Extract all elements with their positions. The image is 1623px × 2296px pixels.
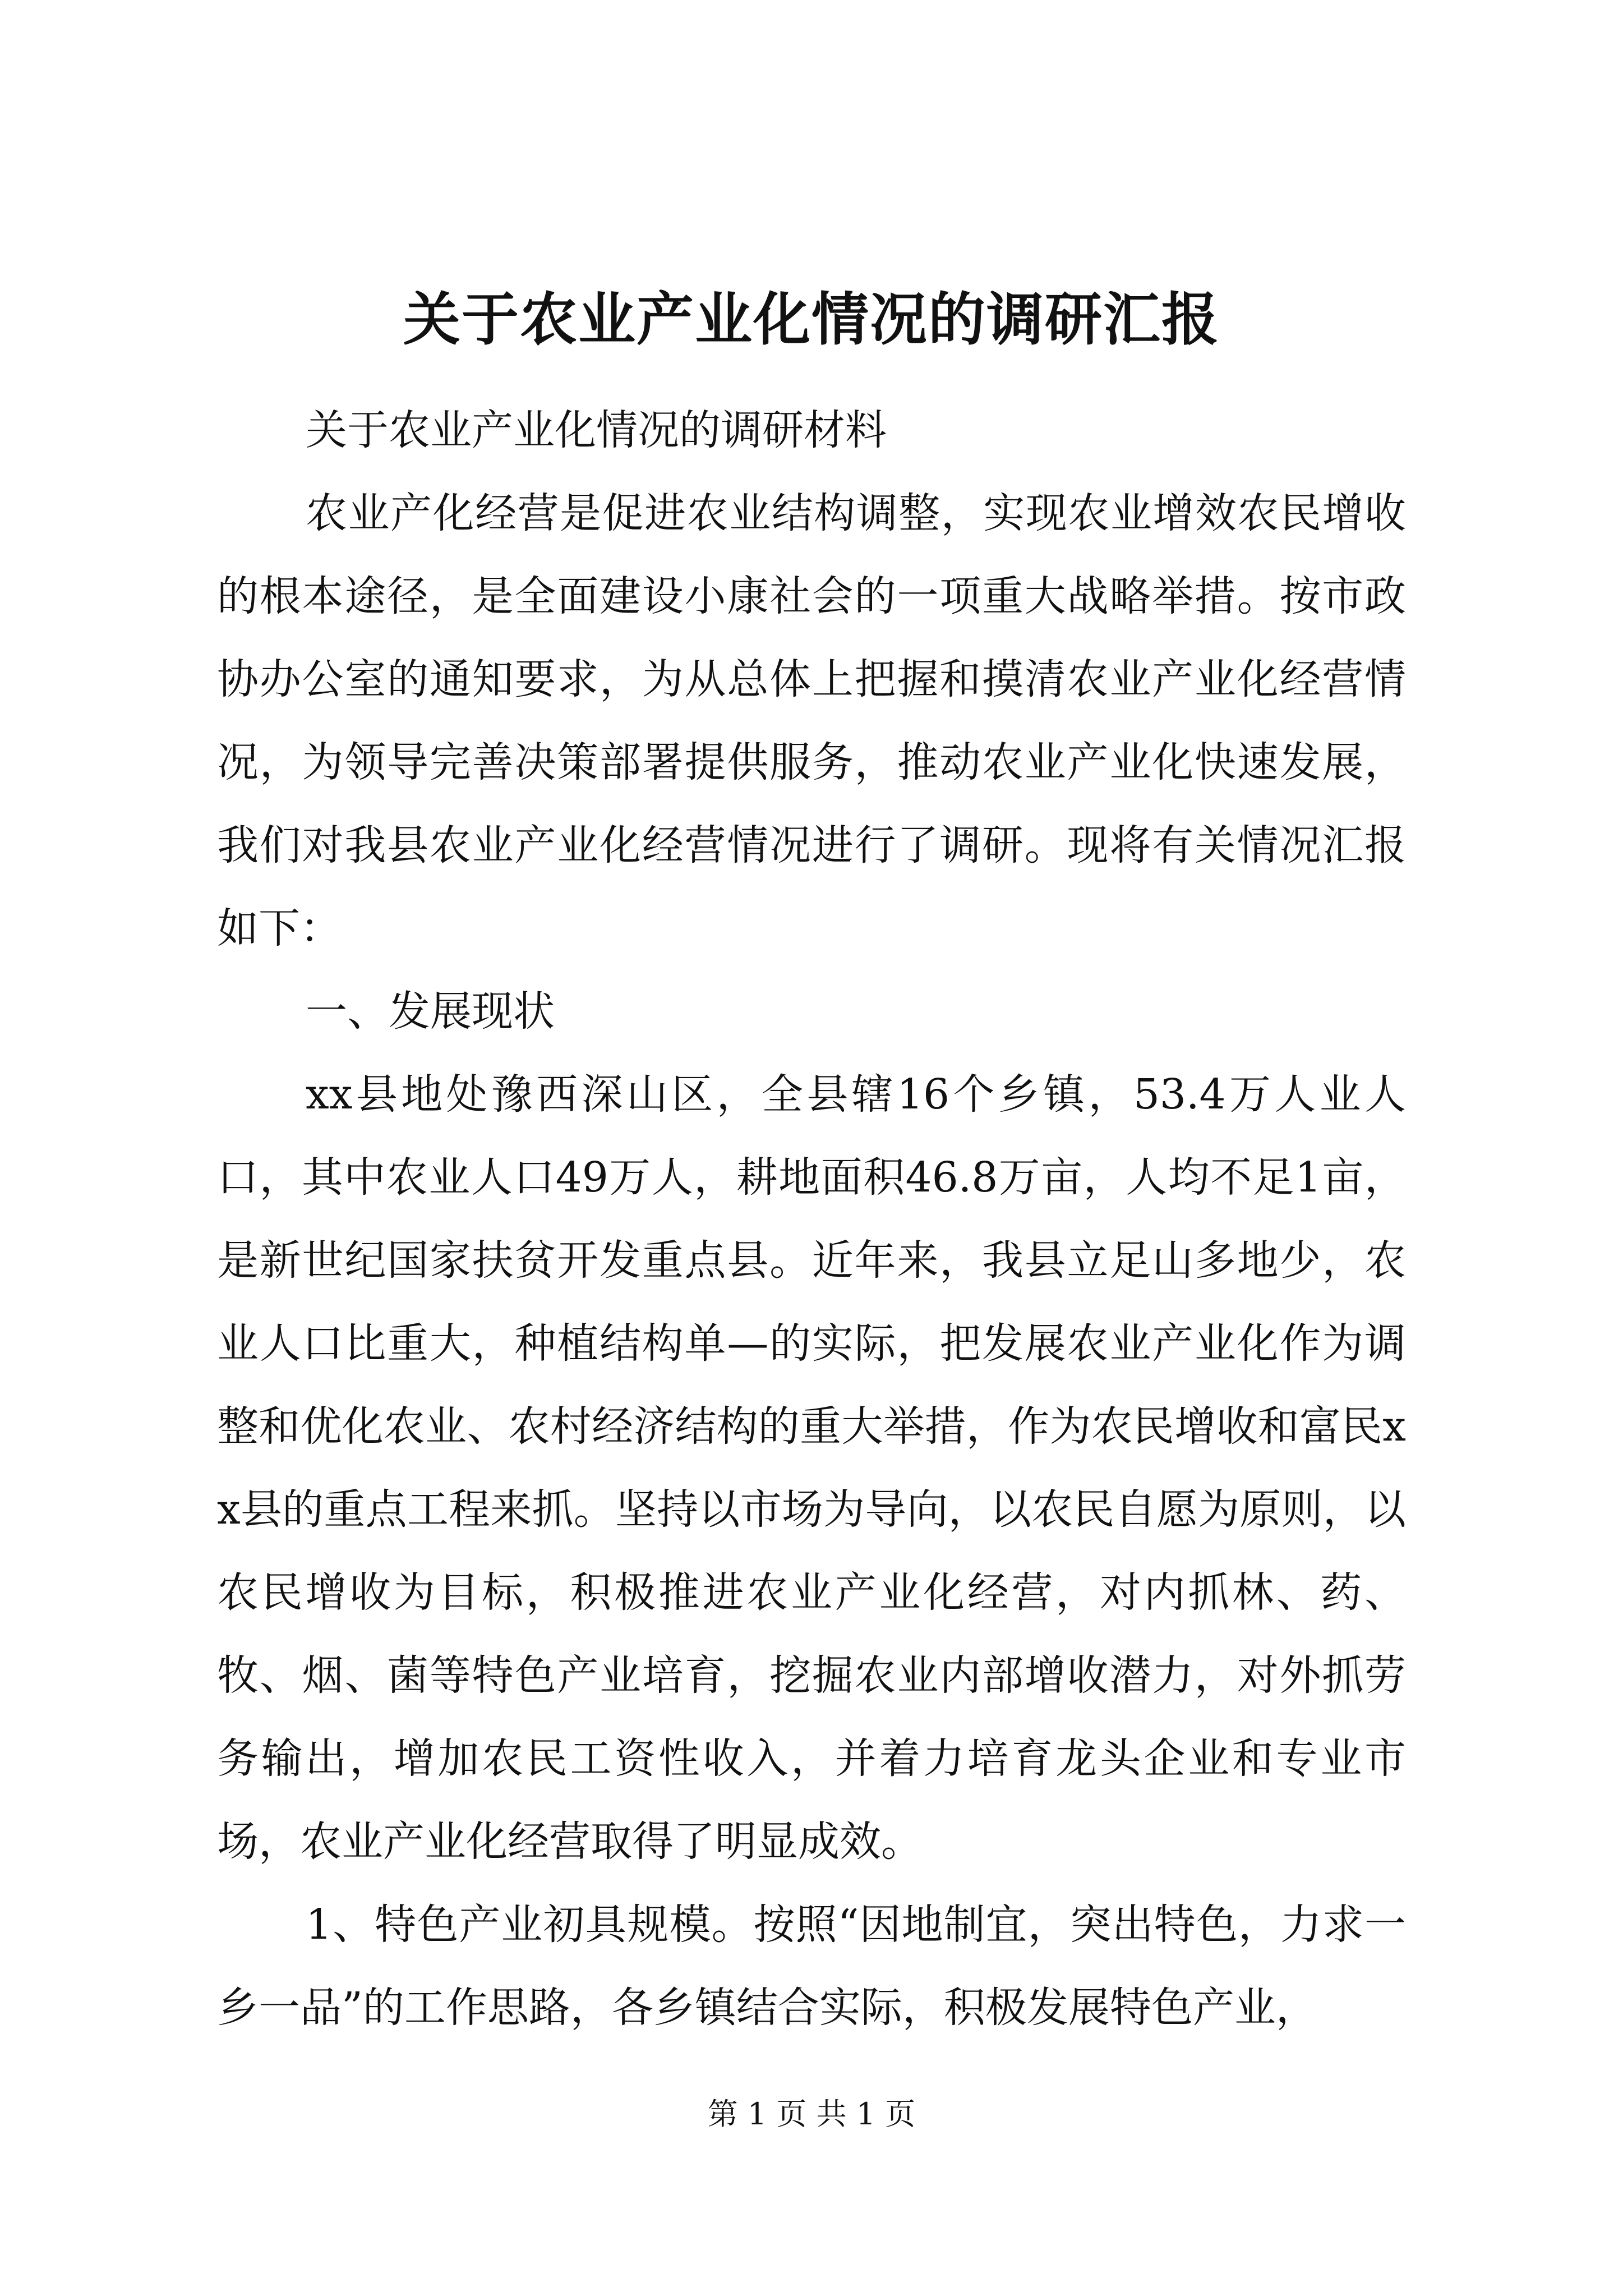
status-paragraph: xx县地处豫西深山区，全县辖16个乡镇，53.4万人业人口，其中农业人口49万人，耕地面积46.8万亩，人均不足1亩，是新世纪国家扶贫开发重点县。近年来，我县立足山多地少，农业人口比重大，种植结构单—的实际，把发展农业产业化作为调整和优化农业、农村经济结构的重大举措，作为农民增收和富民xx县的重点工程来抓。坚持以市场为导向，以农民自愿为原则，以农民增收为目标，积极推进农业产业化经营，对内抓林、药、牧、烟、菌等特色产业培育，挖掘农业内部增收潜力，对外抓劳务输出，增加农民工资性收入，并着力培育龙头企业和专业市场，农业产业化经营取得了明显成效。 <box>217 1070 1406 1866</box>
intro-paragraph: 农业产化经营是促进农业结构调整，实现农业增效农民增收的根本途径，是全面建设小康社会的一项重大战略举措。按市政协办公室的通知要求，为从总体上把握和摸清农业产业化经营情况，为领导完善决策部署提供服务，推动农业产业化快速发展，我们对我县农业产业化经营情况进行了调研。现将有关情况汇报如下： <box>217 489 1406 953</box>
document-body <box>217 389 1406 2049</box>
page-footer: 第 1 页 共 1 页 <box>707 2096 916 2132</box>
industry-paragraph: 1、特色产业初具规模。按照“因地制宜，突出特色，力求一乡一品”的工作思路，各乡镇结合实际，积极发展特色产业， <box>217 1901 1406 2032</box>
subtitle-paragraph: 关于农业产业化情况的调研材料 <box>306 406 887 454</box>
section-heading: 一、发展现状 <box>306 987 555 1036</box>
document-title: 关于农业产业化情况的调研汇报 <box>403 286 1220 353</box>
